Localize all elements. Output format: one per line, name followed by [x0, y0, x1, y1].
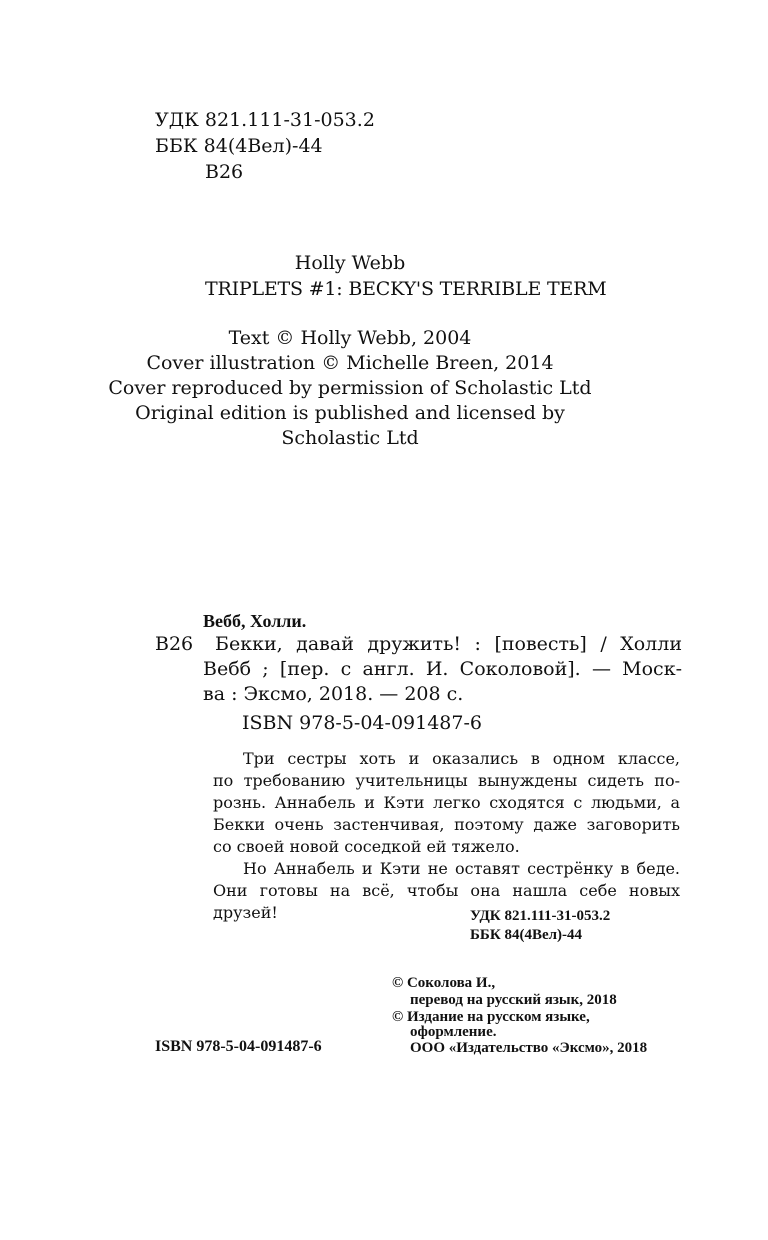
catalog-udk: УДК 821.111-31-053.2 [470, 908, 611, 924]
annotation-line: Три сестры хоть и оказались в одном классе, [243, 749, 680, 768]
catalog-description [203, 632, 682, 707]
annotation-line: Бекки очень застенчивая, поэтому даже заговорить [213, 815, 680, 834]
description-line: ва : Эксмо, 2018. — 208 с. [203, 683, 464, 705]
credit-original-edition: Original edition is published and licensed by [135, 402, 565, 424]
credit-publisher: Scholastic Ltd [281, 427, 419, 449]
annotation-line: Но Аннабель и Кэти не оставят сестрёнку в беде. [243, 859, 680, 878]
catalog-isbn: ISBN 978-5-04-091487-6 [242, 712, 482, 734]
author-mark: В26 [205, 161, 244, 183]
catalog-author-heading: Вебб, Холли. [203, 611, 307, 631]
isbn-bottom: ISBN 978-5-04-091487-6 [155, 1038, 322, 1055]
copyright-translator: © Соколова И., [392, 975, 496, 991]
bbk-code: ББК 84(4Вел)-44 [155, 135, 323, 157]
copyright-publisher: ООО «Издательство «Эксмо», 2018 [410, 1040, 648, 1056]
catalog-author-mark: В26 [155, 633, 194, 655]
copyright-edition: © Издание на русском языке, [392, 1009, 590, 1025]
credit-cover-illustration: Cover illustration © Michelle Breen, 2014 [146, 352, 554, 374]
annotation-line: друзей! [213, 903, 278, 922]
copyright-translation: перевод на русский язык, 2018 [410, 992, 617, 1008]
description-line: Бекки, давай дружить! : [повесть] / Холли [215, 633, 682, 655]
credit-cover-permission: Cover reproduced by permission of Scholastic Ltd [108, 377, 592, 399]
annotation-line: по требованию учительницы вынуждены сидеть по- [213, 771, 680, 790]
credit-text: Text © Holly Webb, 2004 [228, 327, 472, 349]
annotation-line: рознь. Аннабель и Кэти легко сходятся с людьми, а [213, 793, 680, 812]
annotation-line: Они готовы на всё, чтобы она нашла себе новых [213, 881, 680, 900]
copyright-design: оформление. [410, 1024, 497, 1040]
original-title: TRIPLETS #1: BECKY'S TERRIBLE TERM [205, 278, 607, 300]
original-author: Holly Webb [294, 252, 406, 274]
catalog-bbk: ББК 84(4Вел)-44 [470, 927, 583, 943]
description-line: Вебб ; [пер. с англ. И. Соколовой]. — Моск- [203, 658, 682, 680]
udk-code: УДК 821.111-31-053.2 [155, 109, 375, 131]
catalog-annotation [213, 748, 680, 924]
annotation-line: со своей новой соседкой ей тяжело. [213, 837, 520, 856]
